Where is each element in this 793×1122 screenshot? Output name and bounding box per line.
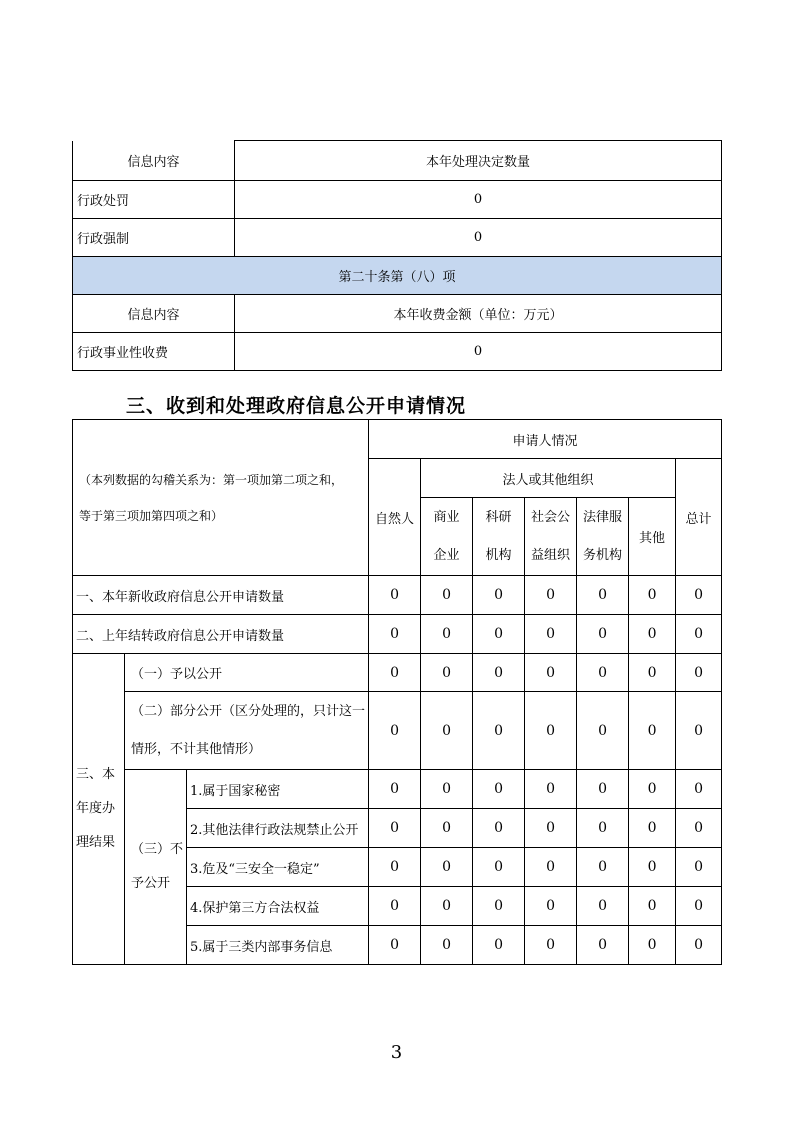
header-line: 机构 (485, 547, 512, 563)
header-line: 务机构 (583, 547, 623, 563)
research-header (473, 498, 525, 576)
label-line: 予公开 (131, 876, 171, 891)
value-cell: 0 (676, 887, 722, 926)
business-header (421, 498, 473, 576)
value-cell: 0 (525, 887, 577, 926)
table-row (73, 295, 722, 333)
value-cell: 0 (369, 926, 421, 965)
value-cell: 0 (525, 615, 577, 654)
value-cell: 0 (369, 576, 421, 615)
header-line: 社会公 (531, 509, 571, 525)
note-line: 等于第三项加第四项之和） (79, 508, 224, 523)
row-value: 0 (235, 181, 722, 219)
table-row (73, 615, 722, 654)
row-label: 行政强制 (73, 219, 235, 257)
label-line: 理结果 (76, 835, 116, 850)
table-row (73, 420, 722, 459)
applicant-header: 申请人情况 (369, 420, 722, 459)
value-cell: 0 (421, 926, 473, 965)
value-cell: 0 (369, 692, 421, 770)
value-cell: 0 (629, 576, 676, 615)
value-cell: 0 (421, 848, 473, 887)
legal-service-header (577, 498, 629, 576)
administrative-info-table (72, 140, 722, 371)
header-line: 益组织 (531, 547, 571, 563)
value-cell: 0 (676, 692, 722, 770)
header-cell-info: 信息内容 (73, 141, 235, 181)
table-row (73, 181, 722, 219)
value-cell: 0 (473, 809, 525, 848)
other-header: 其他 (629, 498, 676, 576)
value-cell: 0 (369, 654, 421, 692)
value-cell: 0 (473, 887, 525, 926)
header-line: 法律服 (583, 509, 623, 525)
band-title: 第二十条第（八）项 (73, 257, 722, 295)
value-cell: 0 (629, 770, 676, 809)
value-cell: 0 (676, 654, 722, 692)
row-label: 4.保护第三方合法权益 (187, 887, 369, 926)
legal-group-header: 法人或其他组织 (421, 459, 676, 498)
application-table (72, 419, 722, 965)
header-cell-count: 本年处理决定数量 (235, 141, 722, 181)
value-cell: 0 (525, 809, 577, 848)
header-cell-info: 信息内容 (73, 295, 235, 333)
row-label: 3.危及“三安全一稳定” (187, 848, 369, 887)
table-row (73, 333, 722, 371)
value-cell: 0 (577, 887, 629, 926)
value-cell: 0 (676, 926, 722, 965)
value-cell: 0 (577, 848, 629, 887)
value-cell: 0 (525, 654, 577, 692)
section3-label (73, 654, 125, 965)
value-cell: 0 (525, 770, 577, 809)
header-cell-fee: 本年收费金额（单位：万元） (235, 295, 722, 333)
row-label: 行政处罚 (73, 181, 235, 219)
label-line: （二）部分公开（区分处理的，只计这一 (131, 703, 366, 719)
value-cell: 0 (421, 887, 473, 926)
row-value: 0 (235, 219, 722, 257)
table-row (73, 141, 722, 181)
note-line: （本列数据的勾稽关系为：第一项加第二项之和， (79, 472, 344, 487)
row-label: 二、上年结转政府信息公开申请数量 (73, 615, 369, 654)
value-cell: 0 (676, 848, 722, 887)
value-cell: 0 (629, 654, 676, 692)
value-cell: 0 (577, 770, 629, 809)
value-cell: 0 (473, 770, 525, 809)
natural-person-header: 自然人 (369, 459, 421, 576)
value-cell: 0 (369, 809, 421, 848)
value-cell: 0 (629, 809, 676, 848)
row-label (125, 692, 369, 770)
value-cell: 0 (421, 615, 473, 654)
header-line: 企业 (433, 547, 460, 563)
label-line: 三、本 (76, 767, 116, 782)
value-cell: 0 (676, 770, 722, 809)
table-row (73, 692, 722, 770)
value-cell: 0 (525, 692, 577, 770)
row-label: （一）予以公开 (125, 654, 369, 692)
value-cell: 0 (525, 926, 577, 965)
value-cell: 0 (577, 926, 629, 965)
table-band-row (73, 257, 722, 295)
row-label: 1.属于国家秘密 (187, 770, 369, 809)
row-label: 一、本年新收政府信息公开申请数量 (73, 576, 369, 615)
value-cell: 0 (525, 848, 577, 887)
value-cell: 0 (525, 576, 577, 615)
row-label: 行政事业性收费 (73, 333, 235, 371)
value-cell: 0 (577, 576, 629, 615)
value-cell: 0 (629, 926, 676, 965)
table-row (73, 576, 722, 615)
value-cell: 0 (369, 770, 421, 809)
total-header: 总计 (676, 459, 722, 576)
table-row (73, 654, 722, 692)
value-cell: 0 (676, 615, 722, 654)
page-number: 3 (390, 1042, 403, 1063)
section-heading: 三、收到和处理政府信息公开申请情况 (126, 395, 467, 417)
value-cell: 0 (676, 809, 722, 848)
table-row (73, 770, 722, 809)
value-cell: 0 (473, 848, 525, 887)
table-row (73, 219, 722, 257)
value-cell: 0 (369, 887, 421, 926)
header-line: 商业 (433, 509, 460, 525)
note-cell (73, 420, 369, 576)
header-line: 科研 (485, 509, 512, 525)
label-line: 年度办 (76, 801, 116, 816)
value-cell: 0 (577, 615, 629, 654)
value-cell: 0 (676, 576, 722, 615)
value-cell: 0 (577, 809, 629, 848)
value-cell: 0 (473, 615, 525, 654)
value-cell: 0 (629, 848, 676, 887)
value-cell: 0 (421, 654, 473, 692)
value-cell: 0 (629, 615, 676, 654)
value-cell: 0 (473, 654, 525, 692)
not-public-label (125, 770, 187, 965)
value-cell: 0 (629, 887, 676, 926)
row-value: 0 (235, 333, 722, 371)
value-cell: 0 (369, 615, 421, 654)
label-line: 情形，不计其他情形） (131, 741, 262, 757)
value-cell: 0 (473, 576, 525, 615)
value-cell: 0 (473, 926, 525, 965)
value-cell: 0 (577, 654, 629, 692)
value-cell: 0 (421, 576, 473, 615)
social-header (525, 498, 577, 576)
row-label: 2.其他法律行政法规禁止公开 (187, 809, 369, 848)
value-cell: 0 (577, 692, 629, 770)
value-cell: 0 (421, 770, 473, 809)
value-cell: 0 (473, 692, 525, 770)
row-label: 5.属于三类内部事务信息 (187, 926, 369, 965)
value-cell: 0 (421, 809, 473, 848)
label-line: （三）不 (131, 842, 184, 857)
value-cell: 0 (629, 692, 676, 770)
value-cell: 0 (421, 692, 473, 770)
value-cell: 0 (369, 848, 421, 887)
